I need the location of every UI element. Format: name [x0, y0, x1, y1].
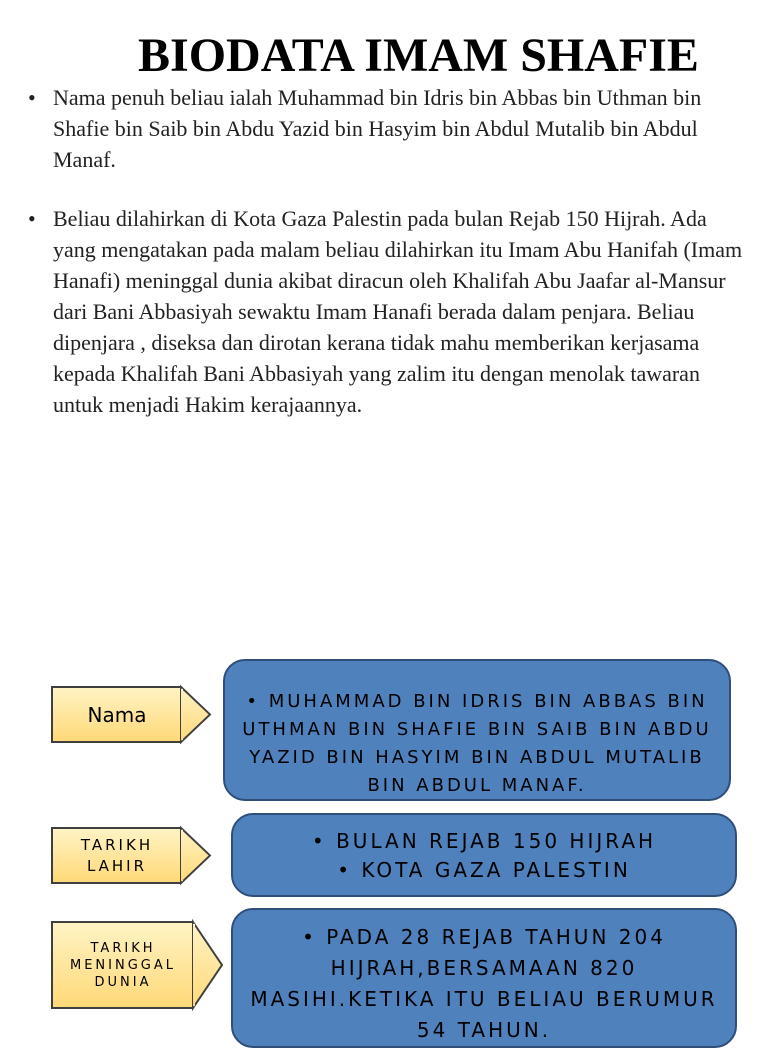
label-tag-tarikh-meninggal	[51, 921, 193, 1009]
label-tag-nama	[51, 686, 181, 743]
paragraph-birth: Beliau dilahirkan di Kota Gaza Palestin pada bulan Rejab 150 Hijrah. Ada yang mengatakan pada malam beliau dilahirkan itu Imam Abu Hanifah (Imam Hanafi) meninggal dunia akibat diracun oleh Khalifah Abu Jaafar al-Mansur dari Bani Abbasiyah sewaktu Imam Hanafi berada dalam penjara. Beliau dipenjara , diseksa dan dirotan kerana tidak mahu memberikan kerjasama kepada Khalifah Bani Abbasiyah yang zalim itu dengan menolak tawaran untuk menjadi Hakim kerajaannya.	[53, 206, 743, 417]
info-box-tarikh-meninggal	[231, 908, 737, 1048]
label-tag-tarikh-lahir	[51, 827, 181, 884]
bullet-icon: •	[28, 85, 36, 110]
tarikh-lahir-item: • BULAN REJAB 150 HIJRAH	[311, 829, 657, 853]
tarikh-meninggal-item: • PADA 28 REJAB TAHUN 204 HIJRAH,BERSAMAAN 820 MASIHI.KETIKA ITU BELIAU BERUMUR 54 TAHUN.	[250, 925, 718, 1042]
page-title: BIODATA IMAM SHAFIE	[138, 29, 699, 82]
paragraph-full-name: Nama penuh beliau ialah Muhammad bin Idris bin Abbas bin Uthman bin Shafie bin Saib bin Abdu Yazid bin Hasyim bin Abdul Mutalib bin Abdul Manaf.	[53, 85, 702, 172]
arrow-tip-icon	[181, 827, 211, 884]
bullet-item-name	[26, 82, 746, 175]
arrow-tip-icon	[193, 921, 223, 1009]
arrow-tip-icon	[181, 686, 211, 743]
nama-item: • MUHAMMAD BIN IDRIS BIN ABBAS BIN UTHMAN BIN SHAFIE BIN SAIB BIN ABDU YAZID BIN HASYIM BIN ABDUL MUTALIB BIN ABDUL MANAF.	[242, 691, 712, 796]
tarikh-lahir-item: • KOTA GAZA PALESTIN	[337, 858, 631, 882]
info-box-nama	[223, 659, 731, 801]
body-bullet-list	[26, 82, 746, 448]
info-box-tarikh-lahir	[231, 813, 737, 897]
label-tarikh-lahir-text: TARIKH LAHIR	[80, 835, 154, 875]
bullet-item-birth	[26, 203, 746, 420]
label-tarikh-meninggal-text: TARIKH MENINGGAL DUNIA	[70, 940, 176, 990]
bullet-icon: •	[28, 206, 36, 231]
label-nama-text: Nama	[87, 702, 147, 727]
